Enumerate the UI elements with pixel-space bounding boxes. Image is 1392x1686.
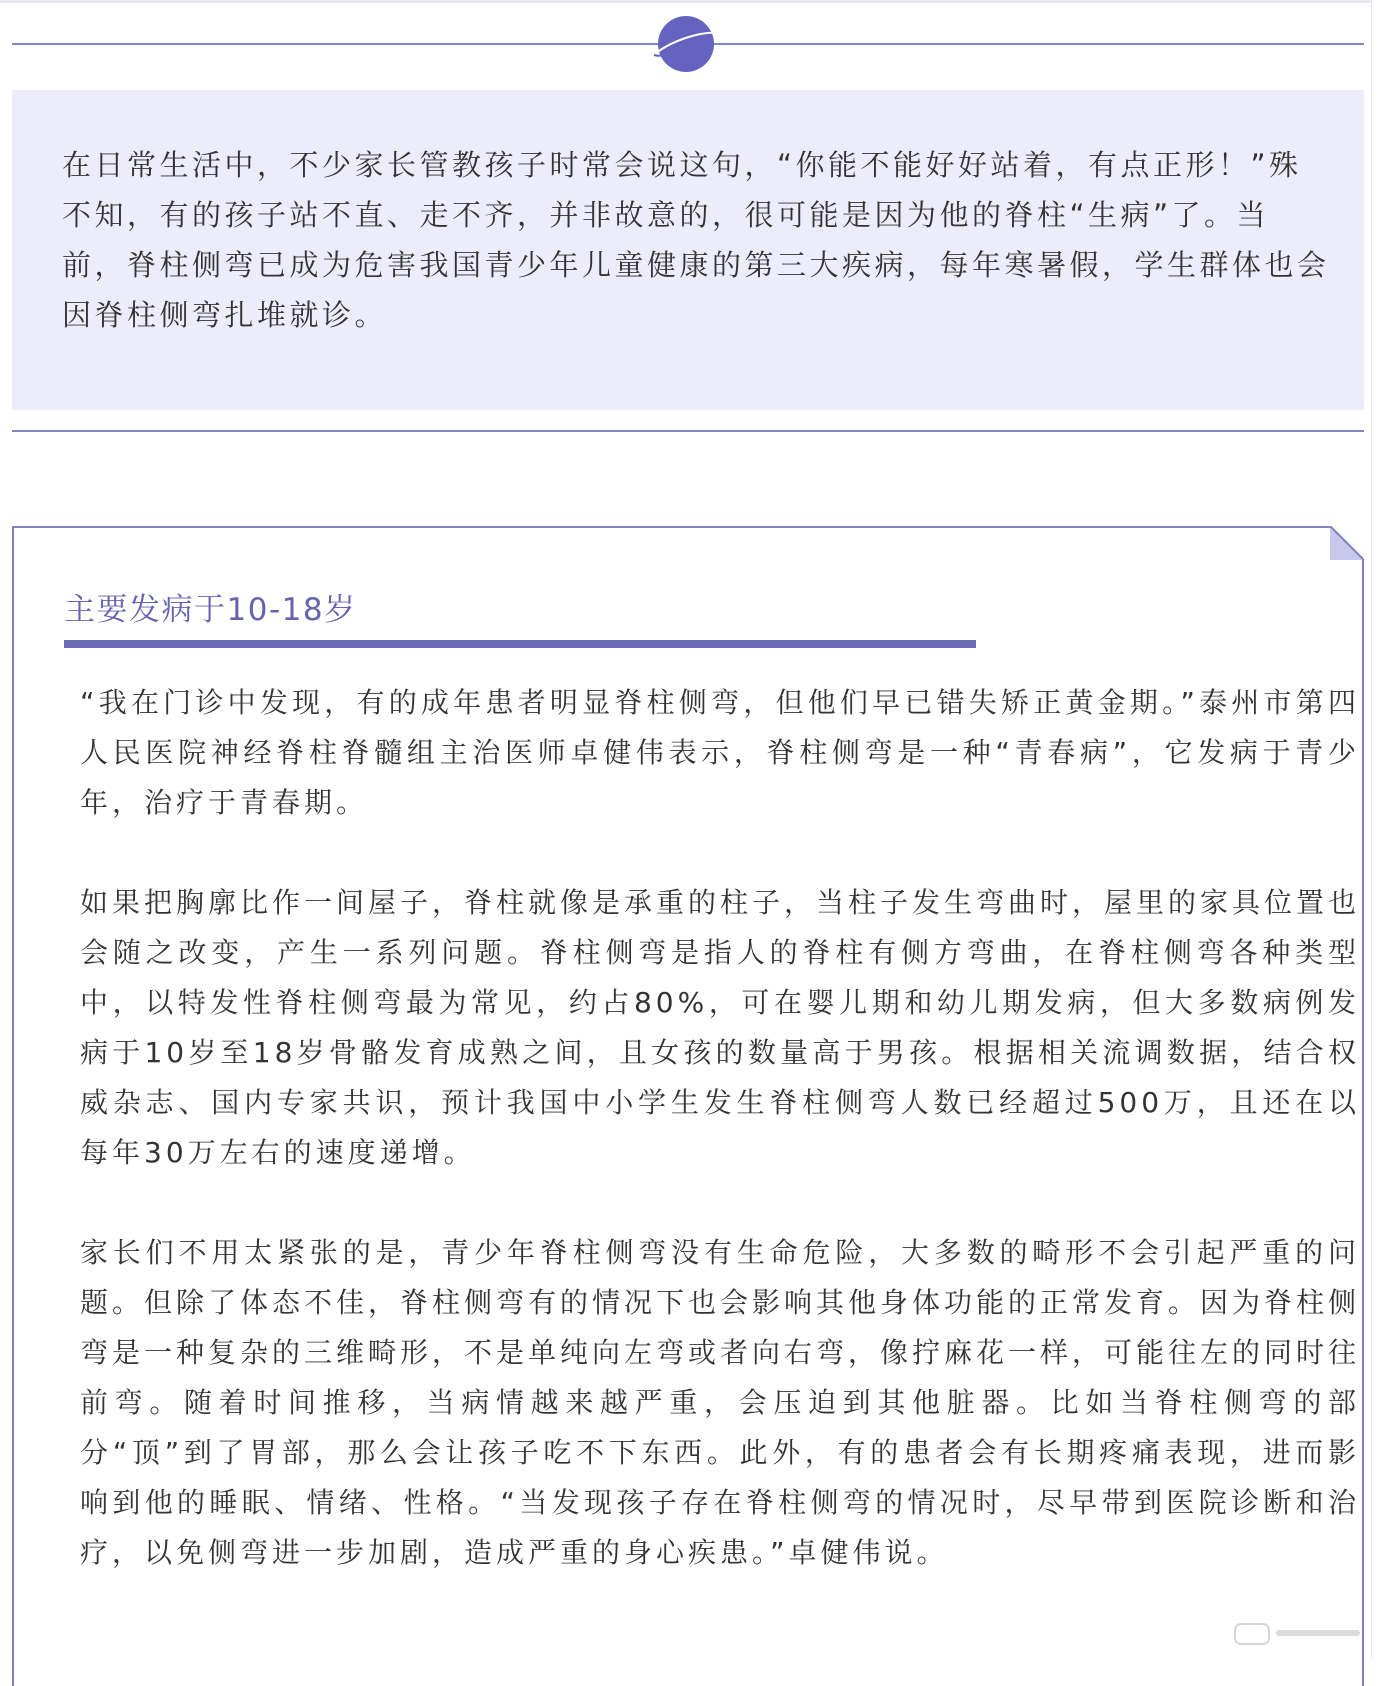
intro-box — [12, 90, 1364, 410]
watermark-logo — [1234, 1622, 1364, 1646]
body-paragraph-2: 如果把胸廓比作一间屋子，脊柱就像是承重的柱子，当柱子发生弯曲时，屋里的家具位置也会随之改变，产生一系列问题。脊柱侧弯是指人的脊柱有侧方弯曲，在脊柱侧弯各种类型中，以特发性脊柱侧弯最为常见，约占80%，可在婴儿期和幼儿期发病，但大多数病例发病于10岁至18岁骨骼发育成熟之间，且女孩的数量高于男孩。根据相关流调数据，结合权威杂志、国内专家共识，预计我国中小学生发生脊柱侧弯人数已经超过500万，且还在以每年30万左右的速度递增。 — [80, 886, 1361, 1169]
scrollbar-track[interactable] — [1371, 0, 1392, 1660]
intro-paragraph: 在日常生活中，不少家长管教孩子时常会说这句，“你能不能好好站着，有点正形！”殊不知，有的孩子站不直、走不齐，并非故意的，很可能是因为他的脊柱“生病”了。当前，脊柱侧弯已成为危害我国青少年儿童健康的第三大疾病，每年寒暑假，学生群体也会因脊柱侧弯扎堆就诊。 — [62, 148, 1330, 332]
folded-corner-icon — [1330, 526, 1364, 560]
body-paragraph-1: “我在门诊中发现，有的成年患者明显脊柱侧弯，但他们早已错失矫正黄金期。”泰州市第四人民医院神经脊柱脊髓组主治医师卓健伟表示，脊柱侧弯是一种“青春病”，它发病于青少年，治疗于青春期。 — [80, 686, 1360, 819]
body-paragraph-3: 家长们不用太紧张的是，青少年脊柱侧弯没有生命危险，大多数的畸形不会引起严重的问题。但除了体态不佳，脊柱侧弯有的情况下也会影响其他身体功能的正常发育。因为脊柱侧弯是一种复杂的三维畸形，不是单纯向左弯或者向右弯，像拧麻花一样，可能往左的同时往前弯。随着时间推移，当病情越来越严重，会压迫到其他脏器。比如当脊柱侧弯的部分“顶”到了胃部，那么会让孩子吃不下东西。此外，有的患者会有长期疼痛表现，进而影响到他的睡眠、情绪、性格。“当发现孩子存在脊柱侧弯的情况时，尽早带到医院诊断和治疗，以免侧弯进一步加剧，造成严重的身心疾患。”卓健伟说。 — [80, 1236, 1361, 1569]
heading-underline — [64, 640, 976, 648]
article-card — [12, 526, 1364, 1686]
top-edge — [0, 0, 1392, 3]
planet-icon — [652, 11, 720, 77]
section-heading: 主要发病于10-18岁 — [64, 592, 357, 628]
bottom-divider — [12, 430, 1364, 432]
